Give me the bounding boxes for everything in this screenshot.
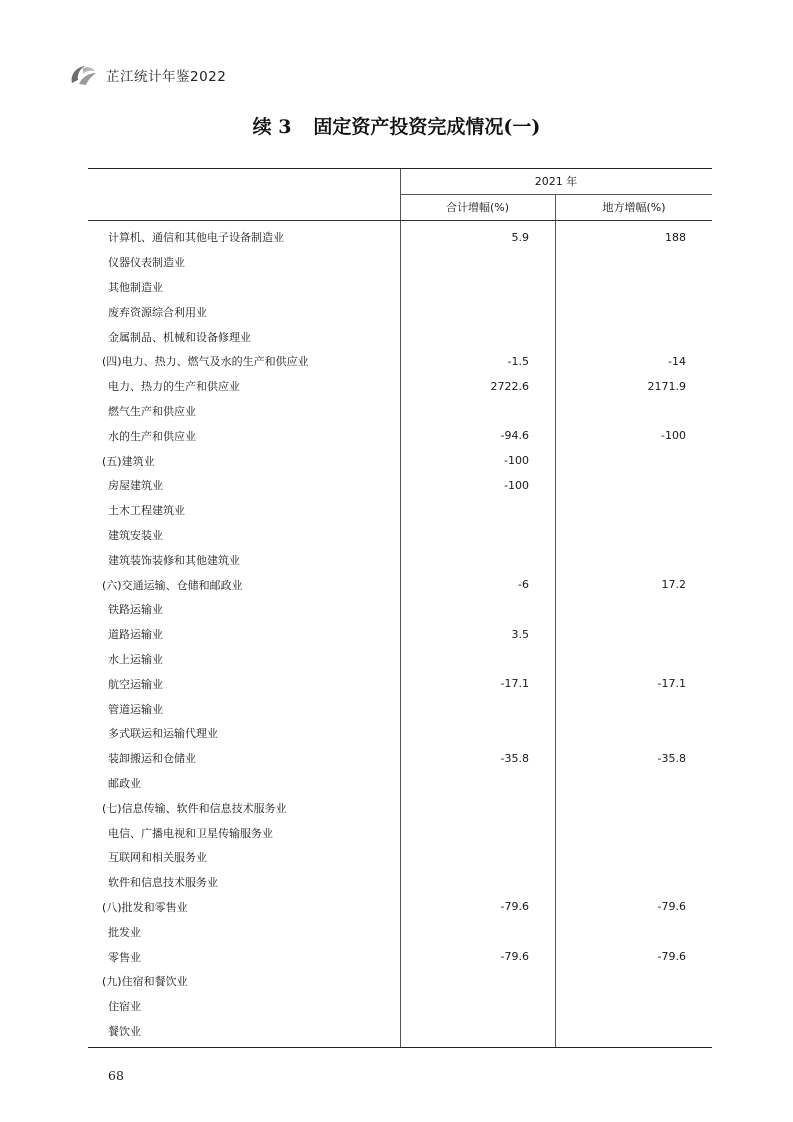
- column-header-local: 地方增幅(%): [555, 195, 712, 220]
- row-name: 废弃资源综合利用业: [108, 305, 207, 319]
- row-name: (九)住宿和餐饮业: [102, 975, 188, 989]
- table-row: [88, 721, 712, 746]
- table-row: [88, 771, 712, 796]
- row-total-growth: -6: [518, 578, 529, 592]
- table-row: [88, 523, 712, 548]
- table-body: [88, 221, 712, 1048]
- row-local-growth: 17.2: [661, 578, 686, 592]
- row-name: 建筑装饰装修和其他建筑业: [108, 553, 240, 567]
- row-name: 铁路运输业: [108, 603, 163, 617]
- row-name: 建筑安装业: [108, 528, 163, 542]
- table-row: [88, 845, 712, 870]
- row-local-growth: 188: [665, 230, 686, 244]
- row-local-growth: -35.8: [657, 751, 686, 765]
- table-row: [88, 299, 712, 324]
- table-row: [88, 250, 712, 275]
- row-name: 房屋建筑业: [108, 479, 163, 493]
- row-name: 水的生产和供应业: [108, 429, 196, 443]
- row-name: 仪器仪表制造业: [108, 256, 185, 270]
- table-row: [88, 647, 712, 672]
- table-row: [88, 919, 712, 944]
- row-name: (五)建筑业: [102, 454, 155, 468]
- row-name: 管道运输业: [108, 702, 163, 716]
- table-row: [88, 349, 712, 374]
- investment-table: [88, 168, 712, 1048]
- row-local-growth: -100: [661, 429, 686, 443]
- row-name: 航空运输业: [108, 677, 163, 691]
- table-row: [88, 944, 712, 969]
- table-row: [88, 746, 712, 771]
- table-row: [88, 622, 712, 647]
- row-name: 电信、广播电视和卫星传输服务业: [108, 826, 273, 840]
- table-row: [88, 498, 712, 523]
- table-row: [88, 820, 712, 845]
- year-header: 2021 年: [400, 169, 712, 195]
- table-row: [88, 1019, 712, 1044]
- table-row: [88, 275, 712, 300]
- row-name: 多式联运和运输代理业: [108, 727, 218, 741]
- table-row: [88, 597, 712, 622]
- table-number: 续 3: [252, 116, 292, 138]
- row-name: 软件和信息技术服务业: [108, 876, 218, 890]
- row-name: 装卸搬运和仓储业: [108, 752, 196, 766]
- table-row: [88, 423, 712, 448]
- row-local-growth: -14: [668, 354, 686, 368]
- table-row: [88, 795, 712, 820]
- row-name: 土木工程建筑业: [108, 504, 185, 518]
- table-row: [88, 895, 712, 920]
- row-local-growth: -17.1: [657, 677, 686, 691]
- row-name: 计算机、通信和其他电子设备制造业: [108, 231, 284, 245]
- yearbook-title: 芷江统计年鉴2022: [106, 69, 227, 85]
- table-row: [88, 225, 712, 250]
- table-row: [88, 696, 712, 721]
- table-row: [88, 969, 712, 994]
- row-name: 批发业: [108, 925, 141, 939]
- row-name: (八)批发和零售业: [102, 900, 188, 914]
- row-total-growth: -79.6: [500, 950, 529, 963]
- table-row: [88, 374, 712, 399]
- table-row: [88, 547, 712, 572]
- row-total-growth: -17.1: [500, 677, 529, 691]
- table-row: [88, 870, 712, 895]
- row-name: 道路运输业: [108, 628, 163, 642]
- column-header-total: 合计增幅(%): [445, 201, 510, 214]
- row-total-growth: -79.6: [500, 900, 529, 914]
- table-header: [88, 169, 712, 221]
- row-name: 餐饮业: [108, 1024, 141, 1038]
- table-row: [88, 671, 712, 696]
- page-number: 68: [108, 1068, 124, 1083]
- leaf-swirl-logo-icon: [68, 63, 98, 87]
- row-name: 互联网和相关服务业: [108, 851, 207, 865]
- table-row: [88, 324, 712, 349]
- row-name: 电力、热力的生产和供应业: [108, 380, 240, 394]
- page-header: [68, 62, 226, 88]
- row-total-growth: -100: [504, 454, 529, 468]
- table-row: [88, 473, 712, 498]
- row-total-growth: 2722.6: [490, 379, 529, 393]
- table-row: [88, 448, 712, 473]
- row-name: 零售业: [108, 950, 141, 964]
- row-total-growth: -1.5: [507, 354, 529, 368]
- row-local-growth: 2171.9: [647, 379, 686, 393]
- row-name: 住宿业: [108, 1000, 141, 1014]
- row-total-growth: -100: [504, 478, 529, 492]
- row-total-growth: -35.8: [500, 751, 529, 765]
- row-name: 水上运输业: [108, 652, 163, 666]
- table-row: [88, 572, 712, 597]
- page-title: [0, 112, 793, 139]
- row-name: 其他制造业: [108, 280, 163, 294]
- row-name: (四)电力、热力、燃气及水的生产和供应业: [102, 355, 309, 369]
- table-row: [88, 994, 712, 1019]
- row-name: 邮政业: [108, 776, 141, 790]
- row-local-growth: -79.6: [657, 950, 686, 963]
- table-title: 固定资产投资完成情况(一): [313, 116, 541, 138]
- row-total-growth: -94.6: [500, 429, 529, 443]
- row-name: (七)信息传输、软件和信息技术服务业: [102, 801, 287, 815]
- row-total-growth: 5.9: [511, 230, 529, 244]
- row-name: 金属制品、机械和设备修理业: [108, 330, 251, 344]
- table-row: [88, 399, 712, 424]
- row-name: (六)交通运输、仓储和邮政业: [102, 578, 243, 592]
- row-name: 燃气生产和供应业: [108, 404, 196, 418]
- row-total-growth: 3.5: [511, 627, 529, 641]
- row-local-growth: -79.6: [657, 900, 686, 914]
